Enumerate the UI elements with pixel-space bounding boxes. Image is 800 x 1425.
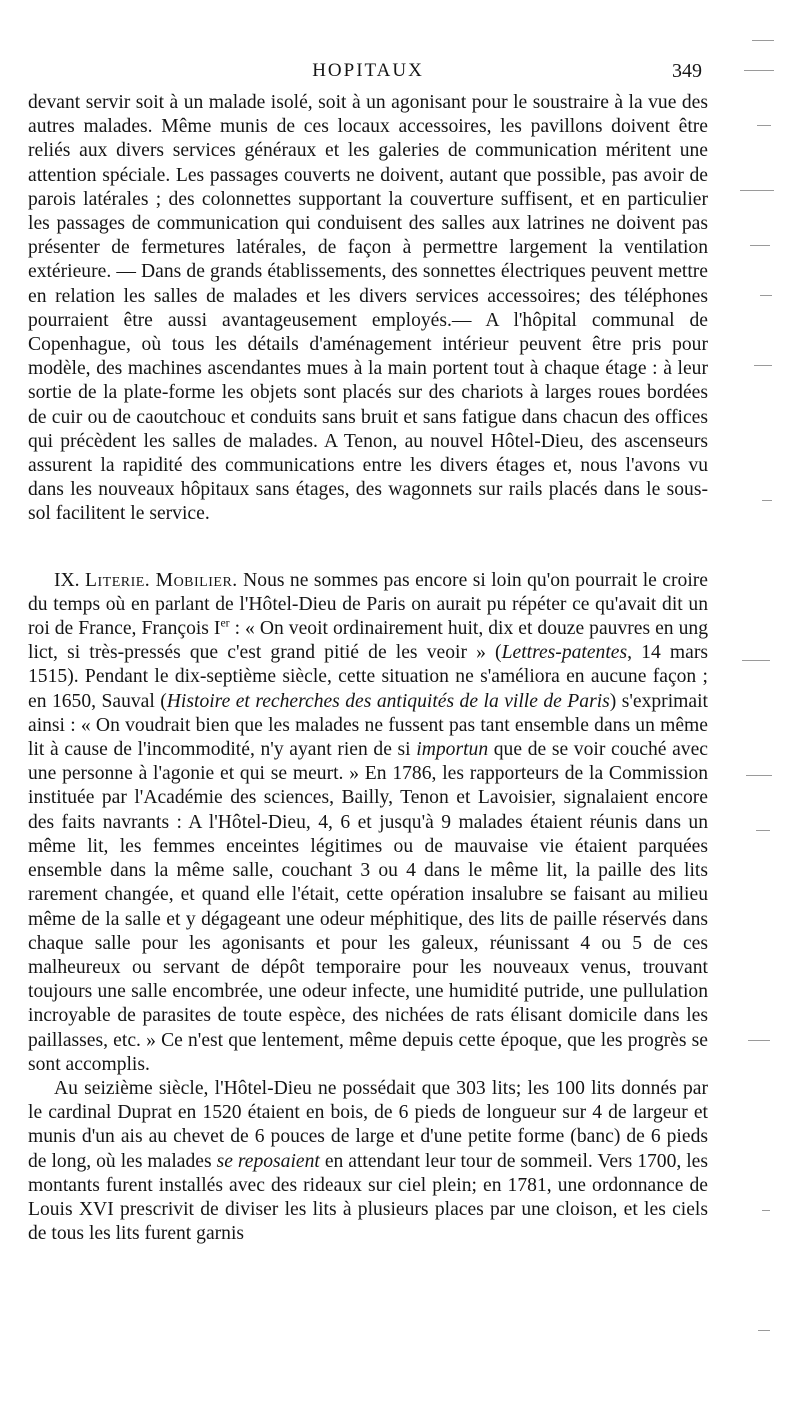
body-text bbox=[28, 91, 708, 1246]
scan-margin-artifacts bbox=[732, 30, 782, 1390]
text-run: Nous ne sommes pas encore si loin qu'on pourrait le croire du temps où en parlant de l'Hôtel-Dieu de Paris on aurait pu répéter ce qu'avait dit un roi de France, François I bbox=[28, 569, 708, 640]
text-run: en attendant leur tour de sommeil. Vers 1700, les montants furent installés avec des rideaux sur ciel plein; en 1781, une ordonnance de Louis XVI prescrivit de diviser les lits à plusieurs places par une cloison, et les ciels de tous les lits furent garnis bbox=[28, 1150, 709, 1245]
italic-citation: Lettres-patentes bbox=[501, 642, 628, 664]
text-run: : « On veoit ordinairement huit, dix et douze pauvres en ung lict, si très-pressés que c'est grand pitié de les veoir » ( bbox=[28, 618, 708, 664]
text-run: Au seizième siècle, l'Hôtel-Dieu ne possédait que 303 lits; les 100 lits donnés par le cardinal Duprat en 1520 étaient en bois, de 6 pieds de longueur sur 4 de largeur et munis d'un ais au chevet de 6 pouces de large et d'une petite forme (banc) de 6 pieds de long, où les malades bbox=[28, 1077, 708, 1172]
section-heading-literie: Literie. bbox=[85, 569, 151, 591]
running-title: HOPITAUX bbox=[312, 60, 424, 81]
italic-word: importun bbox=[416, 739, 489, 761]
italic-citation: Histoire et recherches des antiquités de la ville de Paris bbox=[166, 690, 610, 712]
section-number: IX. bbox=[54, 569, 80, 591]
text-run: ) s'exprimait ainsi : « On voudrait bien que les malades ne fussent pas tant ensemble dans un même lit à cause de l'incommodité, n'y ayant rien de si bbox=[28, 690, 708, 761]
superscript: er bbox=[220, 616, 230, 630]
paragraph-continued: devant servir soit à un malade isolé, soit à un agonisant pour le soustraire à la vue des autres malades. Même munis de ces locaux accessoires, les pavillons doivent être reliés aux divers services généraux et les galeries de communication méritent une attention spéciale. Les passages couverts ne doivent, autant que possible, pas avoir de parois latérales ; des colonnettes supportant la couverture suffisent, et en particulier les passages de communication qui conduisent des salles aux latrines ne doivent pas présenter de fermetures latérales, de façon à permettre largement la ventilation extérieure. — Dans de grands établissements, des sonnettes électriques peuvent mettre en relation les salles de malades et les divers services accessoires; des téléphones pourraient être aussi avantageusement employés.— A l'hôpital communal de Copenhague, où tous les détails d'aménagement intérieur peuvent être pris pour modèle, des machines ascendantes mues à la main portent tout à chaque étage : à leur sortie de la plate-forme les objets sont placés sur des chariots à larges roues bordées de cuir ou de caoutchouc et conduits sans bruit et sans fatigue dans chacun des offices qui précèdent les salles de malades. A Tenon, au nouvel Hôtel-Dieu, des ascenseurs assurent la rapidité des communications entre les divers étages et, nous l'avons vu dans les nouveaux hôpitaux sans étages, des wagonnets sur rails placés dans le sous-sol facilitent le service. bbox=[28, 92, 708, 525]
page-number: 349 bbox=[672, 60, 702, 82]
text-run: , 14 mars 1515). Pendant le dix-septième siècle, cette situation ne s'améliora en aucune façon ; en 1650, Sauval ( bbox=[28, 642, 708, 712]
section-heading-mobilier: Mobilier. bbox=[155, 569, 238, 591]
running-head bbox=[28, 60, 708, 86]
paragraph-seizieme-siecle bbox=[28, 1077, 708, 1246]
paragraph-section-ix bbox=[28, 569, 708, 1077]
section-gap bbox=[28, 527, 708, 569]
text-run: que de se voir couché avec une personne à l'agonie et qui se meurt. » En 1786, les rapporteurs de la Commission instituée par l'Académie des sciences, Bailly, Tenon et Lavoisier, signalaient encore des faits navrants : A l'Hôtel-Dieu, 4, 6 et jusqu'à 9 malades étaient réunis dans un même lit, les femmes enceintes légitimes ou de mauvaise vie étaient parquées ensemble dans la même salle, couchant 3 ou 4 dans le même lit, la paille des lits rarement changée, et quand elle l'était, cette opération insalubre se faisant au milieu même de la salle et y dégageant une odeur méphitique, des lits de paille réservés dans chaque salle pour les agonisants et pour les galeux, réunissant 4 ou 5 de ces malheureux ou servant de dépôt temporaire pour les nouveaux venus, trouvant toujours une salle encombrée, une odeur infecte, une humidité putride, une pullulation incroyable de parasites de toute espèce, des nichées de rats élisant domicile dans les paillasses, etc. » Ce n'est que lentement, même depuis cette époque, que les progrès se sont accomplis. bbox=[28, 739, 708, 1075]
italic-phrase: se reposaient bbox=[216, 1150, 320, 1172]
